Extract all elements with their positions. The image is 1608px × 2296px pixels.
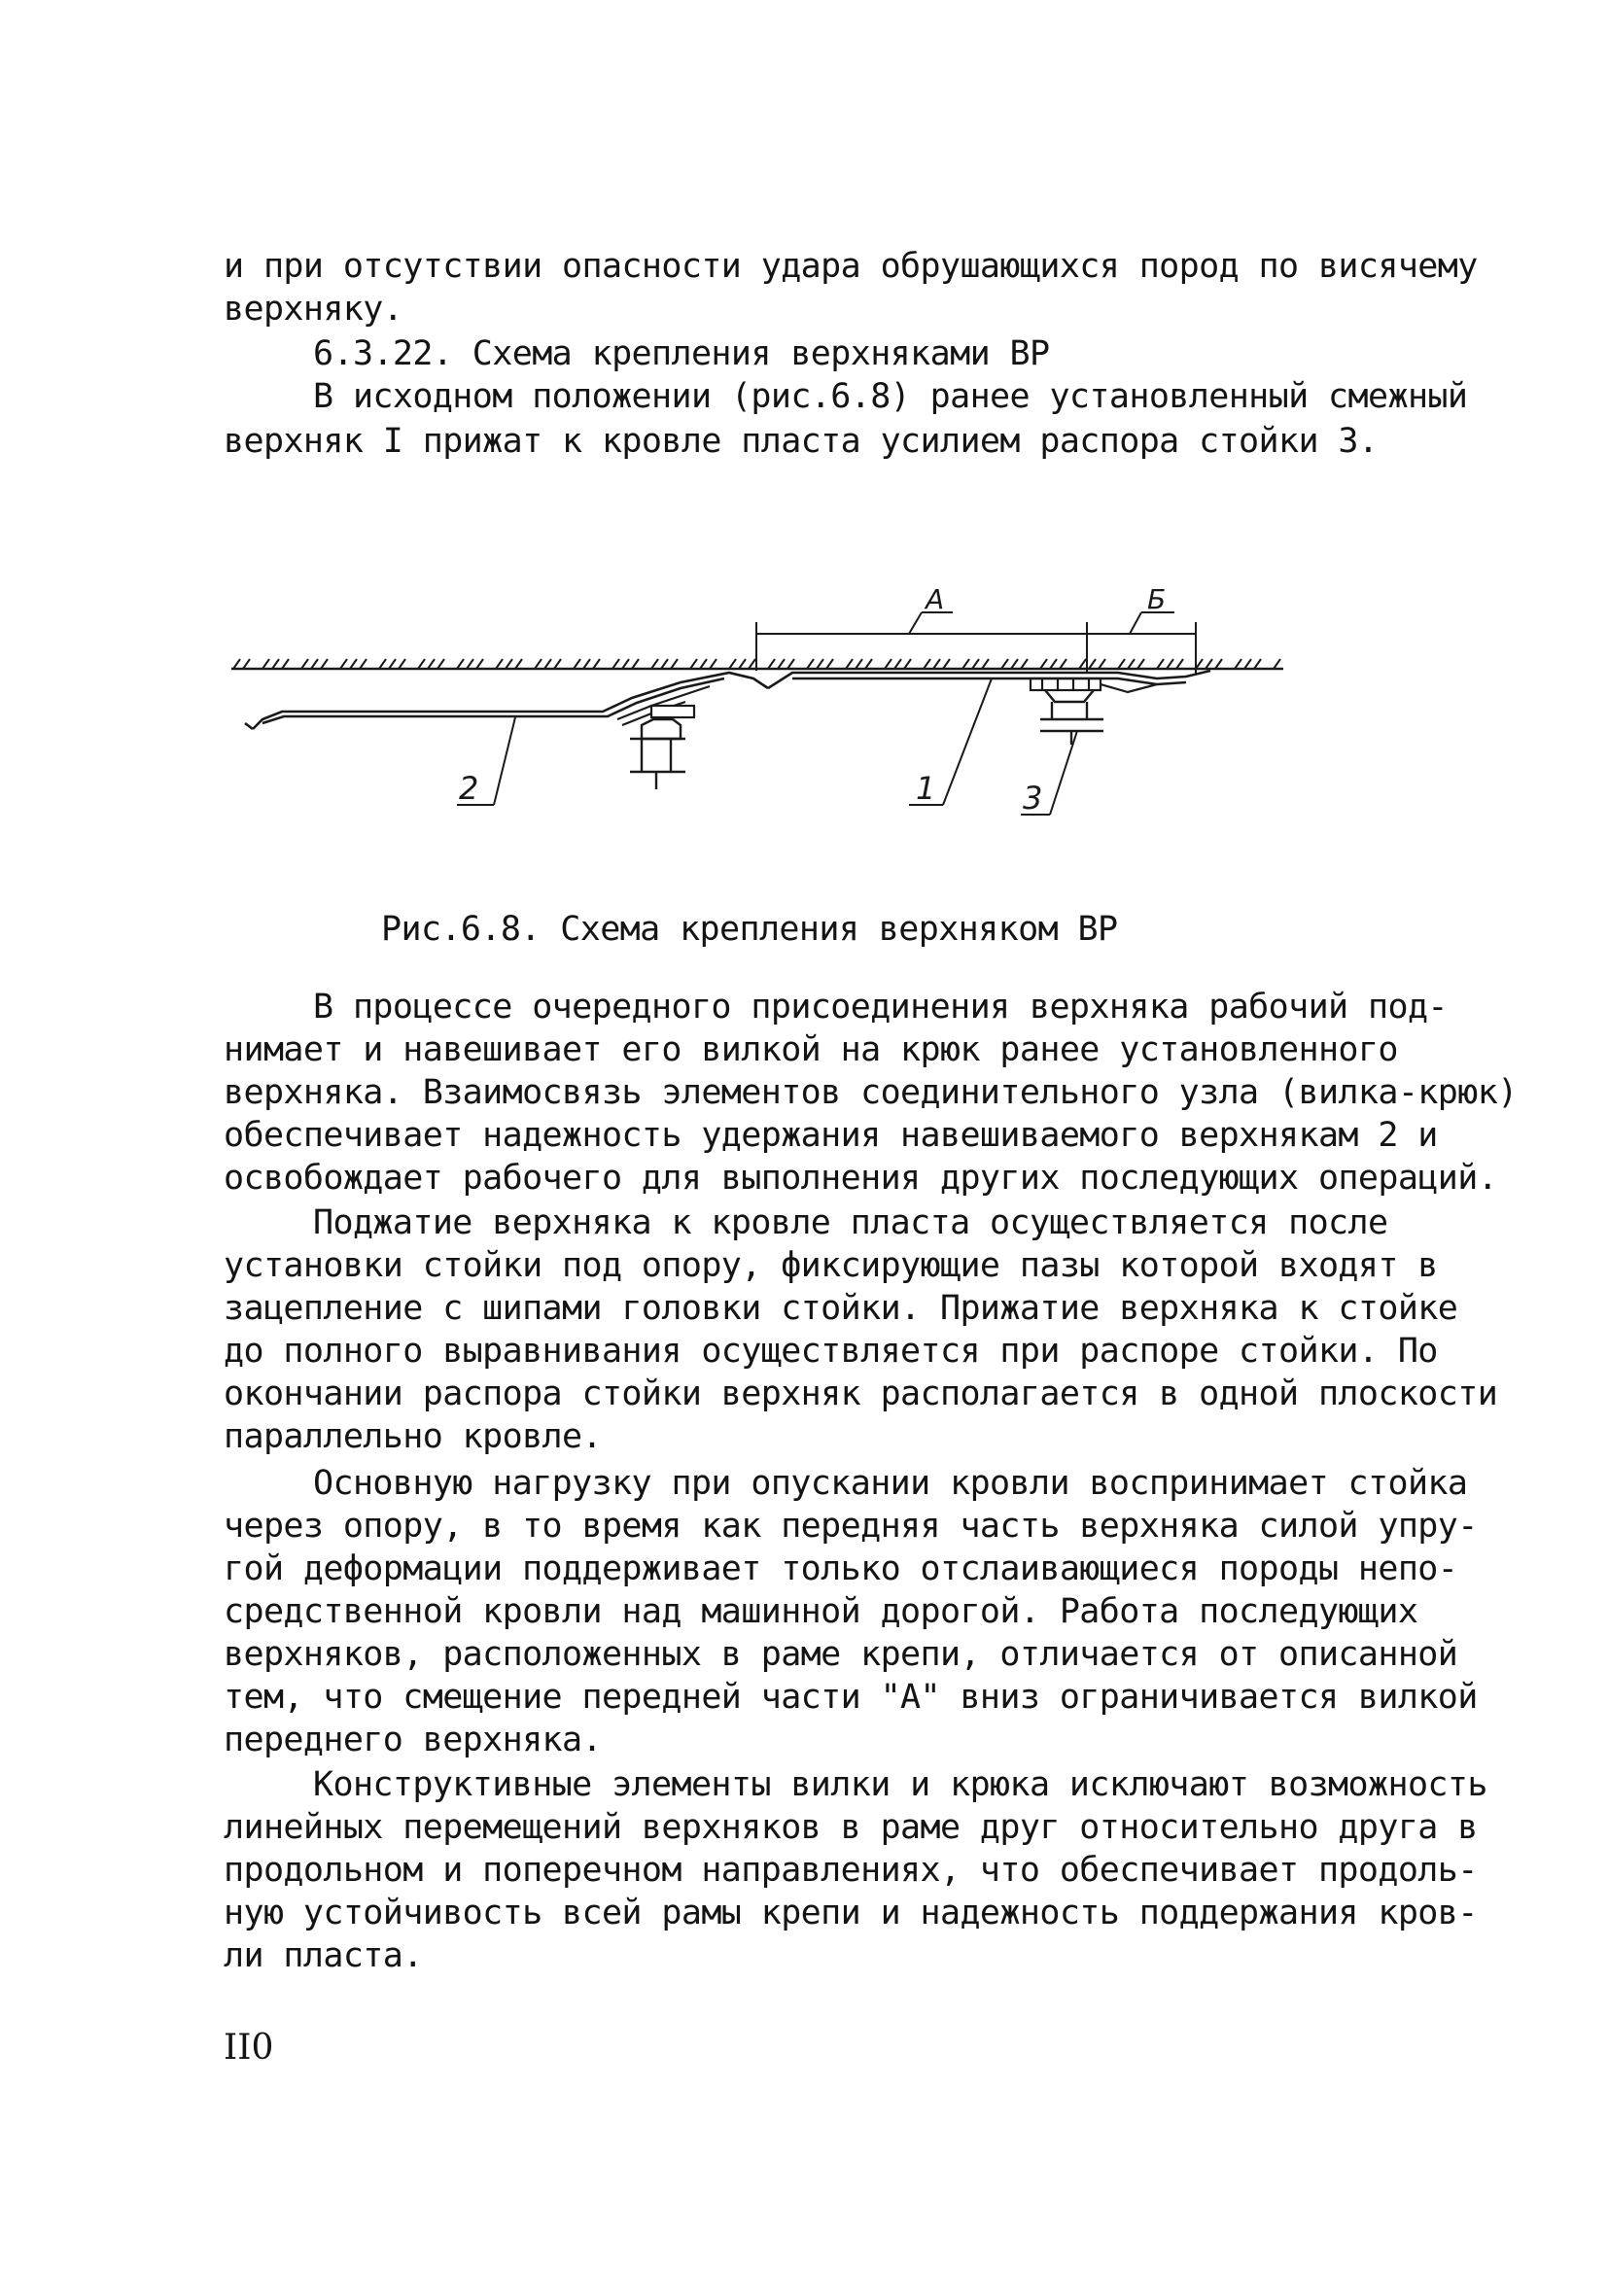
hatch-mark — [243, 659, 250, 669]
text-line: и при отсутствии опасности удара обрушающихся пород по висячему — [224, 247, 1478, 286]
text-line: верхняков, расположенных в раме крепи, отличается от описанной — [224, 1635, 1458, 1674]
text-line: зацепление с шипами головки стойки. Прижатие верхняка к стойке — [224, 1289, 1458, 1328]
text-line: В процессе очередного присоединения верхняка рабочий под- — [313, 988, 1448, 1026]
hatch-mark — [437, 659, 444, 669]
dimension-a — [756, 612, 1087, 673]
callout-3-label: 3 — [1023, 780, 1043, 817]
text-line: В исходном положении (рис.6.8) ранее установленный смежный — [313, 377, 1468, 416]
hatch-mark — [690, 659, 697, 669]
hatch-mark — [700, 659, 707, 669]
text-line: ную устойчивость всей рамы крепи и надежность поддержания кров- — [224, 1894, 1478, 1932]
hatch-mark — [554, 659, 561, 669]
hatch-mark — [661, 659, 668, 669]
hatch-mark — [1021, 659, 1028, 669]
text-line: через опору, в то время как передняя часть верхняка силой упру- — [224, 1507, 1478, 1546]
roof-support-diagram — [224, 564, 1312, 855]
hatch-mark — [1011, 659, 1018, 669]
hatch-mark — [496, 659, 503, 669]
hatch-mark — [856, 659, 862, 669]
text-line: гой деформации поддерживает только отслаивающиеся породы непо- — [224, 1549, 1458, 1588]
hatch-mark — [1167, 659, 1173, 669]
text-line: Основную нагрузку при опускании кровли воспринимает стойка — [313, 1464, 1468, 1503]
text-line: установки стойки под опору, фиксирующие пазы которой входят в — [224, 1246, 1438, 1285]
text-line: средственной кровли над машинной дорогой. Работа последующих — [224, 1592, 1418, 1631]
hatch-mark — [1118, 659, 1125, 669]
hatch-mark — [457, 659, 464, 669]
section-heading: 6.3.22. Схема крепления верхняками ВР — [313, 334, 1050, 373]
hatch-mark — [612, 659, 619, 669]
hatch-mark — [282, 659, 289, 669]
hatch-mark — [904, 659, 911, 669]
hatch-mark — [1060, 659, 1066, 669]
text-line: верхняка. Взаимосвязь элементов соединительного узла (вилка-крюк) — [224, 1073, 1518, 1112]
canopy-2 — [245, 673, 768, 729]
prop-right — [1040, 690, 1103, 745]
hatch-mark — [574, 659, 580, 669]
text-line: окончании распора стойки верхняк располагается в одной плоскости — [224, 1374, 1498, 1413]
callout-leaders — [457, 678, 1077, 815]
hatch-mark — [924, 659, 930, 669]
text-line: освобождает рабочего для выполнения других последующих операций. — [224, 1159, 1498, 1198]
hatch-mark — [962, 659, 969, 669]
figure-caption: Рис.6.8. Схема крепления верхняком ВР — [381, 910, 1118, 949]
hatch-mark — [739, 659, 746, 669]
text-line: верхняку. — [224, 290, 403, 329]
hatch-mark — [506, 659, 512, 669]
hatch-mark — [817, 659, 823, 669]
hatch-mark — [885, 659, 891, 669]
hatch-mark — [778, 659, 785, 669]
hatch-mark — [1079, 659, 1086, 669]
hatch-mark — [787, 659, 794, 669]
hatch-mark — [846, 659, 853, 669]
text-line: Поджатие верхняка к кровле пласта осуществляется после — [313, 1203, 1388, 1242]
hatch-mark — [535, 659, 542, 669]
hatch-mark — [768, 659, 775, 669]
hatch-mark — [1128, 659, 1135, 669]
hatch-mark — [943, 659, 950, 669]
text-line: тем, что смещение передней части "А" вниз ограничивается вилкой — [224, 1678, 1478, 1717]
text-line: переднего верхняка. — [224, 1721, 602, 1759]
hatch-mark — [262, 659, 269, 669]
hatch-mark — [467, 659, 473, 669]
text-line: параллельно кровле. — [224, 1417, 602, 1456]
text-line: нимает и навешивает его вилкой на крюк ранее установленного — [224, 1030, 1398, 1069]
hatch-mark — [671, 659, 678, 669]
hatch-mark — [865, 659, 872, 669]
text-line: верхняк I прижат к кровле пласта усилием распора стойки 3. — [224, 422, 1379, 461]
callout-2-label: 2 — [459, 770, 479, 807]
page-number: II0 — [224, 2028, 274, 2068]
hatch-mark — [272, 659, 279, 669]
hatch-mark — [350, 659, 357, 669]
hatch-mark — [1001, 659, 1008, 669]
hatch-mark — [749, 659, 755, 669]
hatch-mark — [1040, 659, 1047, 669]
hatch-mark — [710, 659, 717, 669]
hatch-mark — [972, 659, 979, 669]
hatch-mark — [1157, 659, 1164, 669]
hatch-mark — [1254, 659, 1261, 669]
hatch-mark — [622, 659, 629, 669]
hatch-mark — [544, 659, 551, 669]
text-line: ли пласта. — [224, 1936, 423, 1975]
hatch-mark — [807, 659, 814, 669]
hatch-mark — [1137, 659, 1144, 669]
dimension-a-label: А — [926, 583, 945, 615]
hatch-mark — [515, 659, 522, 669]
hatch-mark — [360, 659, 367, 669]
hatch-mark — [1050, 659, 1057, 669]
hatch-mark — [1099, 659, 1105, 669]
hatch-mark — [1196, 659, 1203, 669]
dimension-b-label: Б — [1147, 583, 1167, 615]
hatch-mark — [632, 659, 639, 669]
hatch-mark — [729, 659, 736, 669]
hatch-mark — [1274, 659, 1280, 669]
hatch-mark — [321, 659, 328, 669]
callout-1-label: 1 — [916, 770, 936, 807]
text-line: обеспечивает надежность удержания навешиваемого верхнякам 2 и — [224, 1116, 1438, 1155]
hatch-mark — [311, 659, 318, 669]
hatch-mark — [1089, 659, 1096, 669]
hatch-mark — [826, 659, 833, 669]
text-line: Конструктивные элементы вилки и крюка исключают возможность — [313, 1765, 1487, 1804]
text-line: линейных перемещений верхняков в раме друг относительно друга в — [224, 1808, 1478, 1847]
hatch-mark — [1206, 659, 1212, 669]
text-line: до полного выравнивания осуществляется при распоре стойки. По — [224, 1332, 1438, 1371]
hatch-mark — [301, 659, 308, 669]
hatch-mark — [933, 659, 940, 669]
hatch-mark — [418, 659, 425, 669]
hatch-mark — [1215, 659, 1222, 669]
hatch-mark — [1176, 659, 1183, 669]
hatch-mark — [1244, 659, 1251, 669]
hatch-mark — [379, 659, 386, 669]
hatch-mark — [593, 659, 600, 669]
hatch-mark — [233, 659, 240, 669]
prop-left — [630, 719, 685, 789]
hatch-mark — [1235, 659, 1241, 669]
text-line: продольном и поперечном направлениях, что обеспечивает продоль- — [224, 1851, 1478, 1890]
hatch-mark — [982, 659, 989, 669]
hatch-mark — [389, 659, 396, 669]
hatch-mark — [340, 659, 347, 669]
hatch-mark — [428, 659, 435, 669]
hatch-mark — [583, 659, 590, 669]
hatch-mark — [651, 659, 658, 669]
hatch-mark — [476, 659, 483, 669]
hatch-mark — [894, 659, 901, 669]
hatch-mark — [399, 659, 405, 669]
